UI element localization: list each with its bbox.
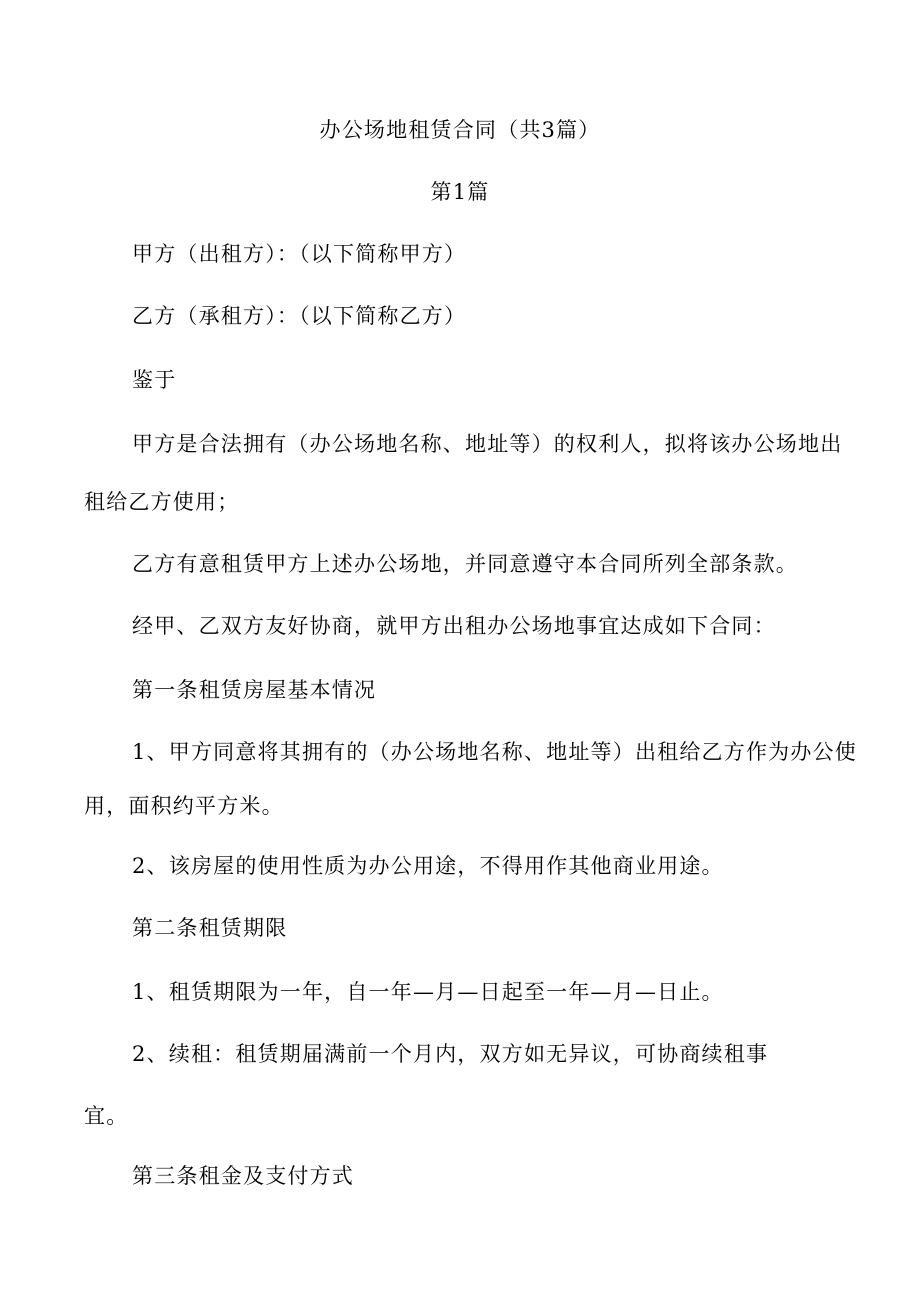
paragraph-whereas: 鉴于 <box>132 368 177 392</box>
article-1-item-1-line1: 1、甲方同意将其拥有的（办公场地名称、地址等）出租给乙方作为办公使 <box>132 740 857 764</box>
paragraph-party-a: 甲方（出租方）：（以下简称甲方） <box>132 242 467 266</box>
paragraph-party-b: 乙方（承租方）：（以下简称乙方） <box>132 304 467 328</box>
paragraph-whereas-1-line2: 租给乙方使用； <box>84 490 240 514</box>
document-title: 办公场地租赁合同（共3篇） <box>319 118 601 142</box>
section-heading: 第1篇 <box>430 180 490 204</box>
article-3-heading: 第三条租金及支付方式 <box>132 1164 354 1188</box>
article-2-item-2-line2: 宜。 <box>84 1104 129 1128</box>
article-1-item-1-line2: 用，面积约平方米。 <box>84 794 284 818</box>
article-2-item-1: 1、租赁期限为一年，自一年—月—日起至一年—月—日止。 <box>132 980 724 1004</box>
paragraph-whereas-1-line1: 甲方是合法拥有（办公场地名称、地址等）的权利人，拟将该办公场地出 <box>132 432 843 456</box>
article-2-item-2-line1: 2、续租：租赁期届满前一个月内，双方如无异议，可协商续租事 <box>132 1042 769 1066</box>
paragraph-whereas-2: 乙方有意租赁甲方上述办公场地，并同意遵守本合同所列全部条款。 <box>132 552 798 576</box>
article-2-heading: 第二条租赁期限 <box>132 916 288 940</box>
paragraph-agreement: 经甲、乙双方友好协商，就甲方出租办公场地事宜达成如下合同： <box>132 614 776 638</box>
article-1-heading: 第一条租赁房屋基本情况 <box>132 678 377 702</box>
article-1-item-2: 2、该房屋的使用性质为办公用途，不得用作其他商业用途。 <box>132 854 724 878</box>
